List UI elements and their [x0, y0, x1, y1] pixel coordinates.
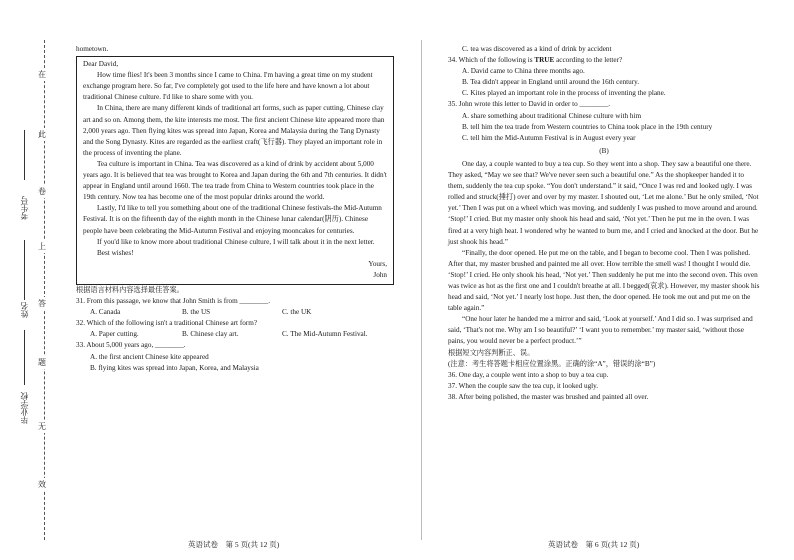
option-b[interactable]: B. Tea didn't appear in England until around the 16th century.	[462, 78, 640, 87]
letter-paragraph: If you'd like to know more about traditional Chinese culture, I will talk about it in the next letter.	[97, 237, 375, 246]
letter-paragraph: How time flies! It's been 3 months since I came to China. I'm having a great time on my student exchange program here. So far, I've completely got used to the life here and have known a lot about traditional Chinese culture. I'd like to share some with you.	[83, 71, 373, 102]
option-b[interactable]: B. flying kites was spread into Japan, Korea, and Malaysia	[90, 363, 259, 372]
letter-paragraph: Tea culture is important in China. Tea was discovered as a kind of drink by accident about 5,000 years ago. It is believed that tea was brought to Korea and Japan during the 6th and 7th centuries. It didn't appear in England until around 1660. The tea trade from China to Western countries took place in the 19th century. Now tea has become one of the most popular drinks around the world.	[83, 159, 387, 202]
question-34-stem: 34. Which of the following is TRUE according to the letter?	[448, 56, 623, 65]
option-c[interactable]: C. Kites played an important role in the process of inventing the plane.	[462, 89, 666, 98]
page-footer-left: 英语试卷 第 5 页(共 12 页)	[188, 540, 280, 549]
option-c[interactable]: C. tea was discovered as a kind of drink by accident	[462, 45, 612, 53]
field-school: 毕业学校	[20, 392, 29, 424]
question-31-options	[76, 307, 394, 318]
option-a[interactable]: A. Canada	[90, 308, 121, 317]
left-page	[76, 44, 394, 374]
margin-char: 在	[38, 70, 46, 79]
story-paragraph: “One hour later he handed me a mirror and said, ‘Look at yourself.’ And I did so. I was surprised and said, ‘That's not me. Why am I so beautiful?’ ‘I want you to remember.’ my master said, ‘without those pains, you would never be a perfect product.’”	[448, 315, 753, 346]
field-line	[24, 240, 25, 300]
question-32-stem: 32. Which of the following isn't a traditional Chinese art form?	[76, 319, 258, 328]
option-b[interactable]: B. Chinese clay art.	[182, 330, 239, 339]
option-a[interactable]: A. share something about traditional Chinese culture with him	[462, 111, 642, 120]
letter-box	[76, 56, 394, 285]
instruction-note: (注意：考生将答题卡相应位置涂黑。正确的涂“A”，错误的涂“B”)	[448, 359, 656, 368]
margin-char: 效	[38, 480, 46, 489]
margin-char: 题	[38, 358, 46, 367]
option-c[interactable]: C. The Mid-Autumn Festival.	[282, 330, 368, 339]
letter-paragraph: Lastly, I'd like to tell you something about one of the traditional Chinese festivals-the Mid-Autumn Festival. It is on the fifteenth day of the eighth month in the Chinese lunar calendar(阴历). Chinese people have been celebrating the Mid-Autumn Festival and enjoying mooncakes for centuries.	[83, 204, 382, 235]
field-line	[24, 130, 25, 180]
question-32-options	[76, 329, 394, 340]
margin-char: 卷	[38, 187, 46, 196]
option-b[interactable]: B. tell him the tea trade from Western countries to China took place in the 19th century	[462, 122, 713, 131]
statement-38: 38. After being polished, the master was brushed and painted all over.	[448, 392, 649, 401]
section-heading: (B)	[599, 146, 609, 155]
letter-greeting: Dear David,	[83, 60, 119, 69]
field-name: 姓名	[20, 302, 29, 318]
statement-37: 37. When the couple saw the tea cup, it looked ugly.	[448, 381, 599, 390]
margin-char: 上	[38, 242, 46, 251]
story-paragraph: “Finally, the door opened. He put me on the table, and I began to become cool. Then I was polished. After that, my master brushed and painted me all over. How terrible the smell was! I thought I would die. ‘Stop!’ I cried. He only shook his head, ‘Not yet.’ Then suddenly he put me into the second oven. This oven was twice as hot as the first one and I couldn't breathe at all. I begged(哀求). However, my master shook his head and said, ‘Not yet.’ I nearly lost hope. Just then, the door opened. He took me out and put me on the table again.”	[448, 248, 760, 313]
option-c[interactable]: C. tell him the Mid-Autumn Festival is in August every year	[462, 133, 636, 142]
option-a[interactable]: A. the first ancient Chinese kite appeared	[90, 352, 209, 361]
binding-margin	[0, 0, 64, 560]
margin-char: 无	[38, 422, 46, 431]
carryover-word: hometown.	[76, 45, 109, 53]
field-candidate-number: 考生号	[20, 196, 29, 220]
question-35-stem: 35. John wrote this letter to David in order to ________.	[448, 100, 611, 109]
story-paragraph: One day, a couple wanted to buy a tea cup. So they went into a shop. They saw a beautiful one there. They asked, “May we see that? We've never seen such a beautiful one.” As the shopkeeper handed it to them, suddenly the tea cup spoke. “You don't understand.” it said, “Once I was red and looked ugly. I was rolled and struck(捶打) over and over by my master. I shouted out, ‘Let me alone.’ But he only smiled, ‘Not yet.’ Then I was put on a wheel which was moving, and suddenly I was pushed to move around and around. ‘Stop!’ I cried. But my master only shook his head and said, ‘Not yet.’ Then he put me in the oven. I was fired at a very high heat. I wondered why he wanted to burn me, and I cried and knocked at the door. But he just shook his head.”	[448, 159, 759, 246]
right-page	[448, 44, 760, 403]
page-divider	[421, 40, 422, 540]
instruction: 根据语言材料内容选择最佳答案。	[76, 285, 184, 294]
page-footer-right: 英语试卷 第 6 页(共 12 页)	[548, 540, 640, 549]
margin-char: 答	[38, 299, 46, 308]
option-a[interactable]: A. Paper cutting.	[90, 330, 139, 339]
option-a[interactable]: A. David came to China three months ago.	[462, 67, 585, 76]
field-line	[24, 330, 25, 385]
margin-char: 此	[38, 130, 46, 139]
question-33-stem: 33. About 5,000 years ago, ________.	[76, 341, 186, 350]
option-b[interactable]: B. the US	[182, 308, 211, 317]
letter-paragraph: In China, there are many different kinds of traditional art forms, such as paper cutting, Chinese clay art and so on. Among them, the kite interests me most. The first ancient Chinese kite appeared more than 2,000 years ago. Then flying kites was spread into Japan, Korea and Malaysia during the Tang Dynasty and the Song Dynasty. Kites are regarded as the earliest craft(飞行器). They played an important role in the process of inventing the plane.	[83, 104, 385, 157]
question-31-stem: 31. From this passage, we know that John Smith is from ________.	[76, 297, 271, 306]
letter-signature: John	[373, 270, 387, 279]
option-c[interactable]: C. the UK	[282, 308, 312, 317]
letter-signoff: Yours,	[368, 259, 387, 268]
letter-closing: Best wishes!	[97, 248, 134, 257]
statement-36: 36. One day, a couple went into a shop to buy a tea cup.	[448, 370, 609, 379]
instruction: 根据短文内容判断正、误。	[448, 348, 535, 357]
cut-line	[44, 40, 45, 540]
